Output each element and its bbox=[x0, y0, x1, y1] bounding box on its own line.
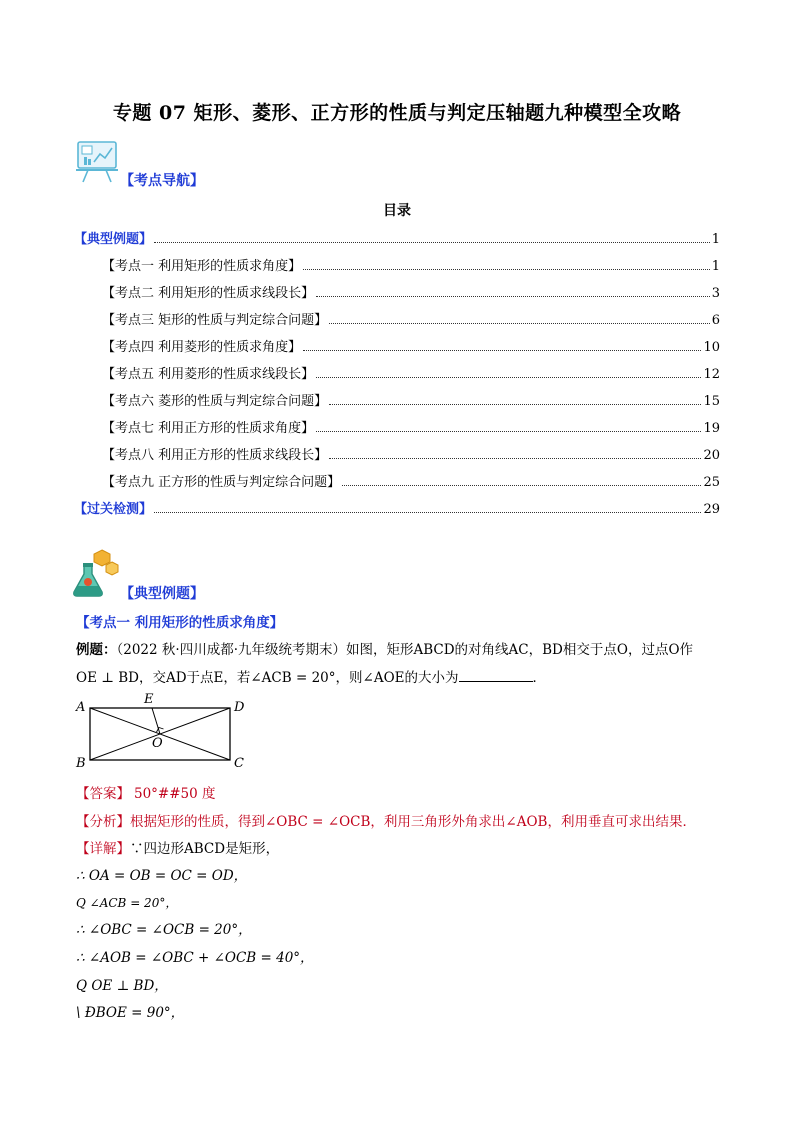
toc-item-topic-9[interactable]: 【考点九 正方形的性质与判定综合问题】 25 bbox=[102, 475, 720, 490]
toc-item-checkpoint[interactable]: 【过关检测】 29 bbox=[74, 502, 720, 517]
answer-value: 50°##50 度 bbox=[134, 786, 216, 802]
toc-item-topic-8[interactable]: 【考点八 利用正方形的性质求线段长】 20 bbox=[102, 448, 720, 463]
analysis-text: 根据矩形的性质，得到∠OBC = ∠OCB，利用三角形外角求出∠AOB，利用垂直可求出结果． bbox=[130, 814, 696, 830]
detail-step-4: ∴ ∠AOB = ∠OBC + ∠OCB = 40°， bbox=[76, 950, 314, 966]
example-line-1 bbox=[76, 640, 693, 660]
point-label-e: E bbox=[144, 692, 154, 707]
point-label-c: C bbox=[234, 756, 244, 771]
answer-blank[interactable] bbox=[459, 667, 533, 682]
toc-item-topic-5[interactable]: 【考点五 利用菱形的性质求线段长】 12 bbox=[102, 367, 720, 382]
detail-tag: 【详解】 bbox=[76, 841, 130, 857]
section-heading: 【典型例题】 bbox=[120, 586, 204, 602]
point-label-o: O bbox=[152, 736, 163, 751]
document-title: 专题 07 矩形、菱形、正方形的性质与判定压轴题九种模型全攻略 bbox=[112, 102, 682, 124]
analysis-tag: 【分析】 bbox=[76, 814, 130, 830]
topic-heading: 【考点一 利用矩形的性质求角度】 bbox=[76, 615, 284, 631]
toc-item-topic-3[interactable]: 【考点三 矩形的性质与判定综合问题】 6 bbox=[102, 313, 720, 328]
detail-step-3: ∴ ∠OBC = ∠OCB = 20°， bbox=[76, 922, 252, 938]
toc-item-topic-6[interactable]: 【考点六 菱形的性质与判定综合问题】 15 bbox=[102, 394, 720, 409]
example-line-2: OE ⊥ BD，交AD于点E，若∠ACB = 20°，则∠AOE的大小为 ． bbox=[76, 667, 546, 688]
detail-line bbox=[76, 839, 279, 859]
analysis-line bbox=[76, 812, 696, 832]
toc-item-topic-7[interactable]: 【考点七 利用正方形的性质求角度】 19 bbox=[102, 421, 720, 436]
nav-heading: 【考点导航】 bbox=[120, 173, 204, 189]
chemistry-flask-icon bbox=[72, 548, 120, 600]
point-label-d: D bbox=[234, 700, 245, 715]
detail-step-6: \ ÐBOE = 90°， bbox=[76, 1005, 185, 1021]
detail-step-1: ∴ OA = OB = OC = OD， bbox=[76, 868, 248, 884]
toc-item-typical-examples[interactable]: 【典型例题】 1 bbox=[74, 232, 720, 247]
point-label-a: A bbox=[76, 700, 86, 715]
answer-line bbox=[76, 784, 216, 804]
answer-tag: 【答案】 bbox=[76, 786, 130, 802]
toc-item-topic-4[interactable]: 【考点四 利用菱形的性质求角度】 10 bbox=[102, 340, 720, 355]
detail-step-2: Q ∠ACB = 20°， bbox=[76, 896, 178, 910]
detail-step-5: Q OE ⊥ BD， bbox=[76, 978, 168, 994]
example-text-1: （2022 秋·四川成都·九年级统考期末）如图，矩形ABCD的对角线AC，BD相交于点O，过点O作 bbox=[116, 642, 694, 658]
detail-first: ∵四边形ABCD是矩形， bbox=[130, 841, 280, 857]
presentation-board-icon bbox=[74, 140, 122, 184]
toc-item-topic-2[interactable]: 【考点二 利用矩形的性质求线段长】 3 bbox=[102, 286, 720, 301]
rectangle-figure bbox=[72, 692, 252, 774]
example-label: 例题： bbox=[76, 642, 117, 658]
toc-title: 目录 bbox=[383, 203, 411, 219]
toc-item-topic-1[interactable]: 【考点一 利用矩形的性质求角度】 1 bbox=[102, 259, 720, 274]
point-label-b: B bbox=[76, 756, 86, 771]
example-text-2: OE ⊥ BD，交AD于点E，若∠ACB = 20°，则∠AOE的大小为 bbox=[76, 670, 459, 686]
